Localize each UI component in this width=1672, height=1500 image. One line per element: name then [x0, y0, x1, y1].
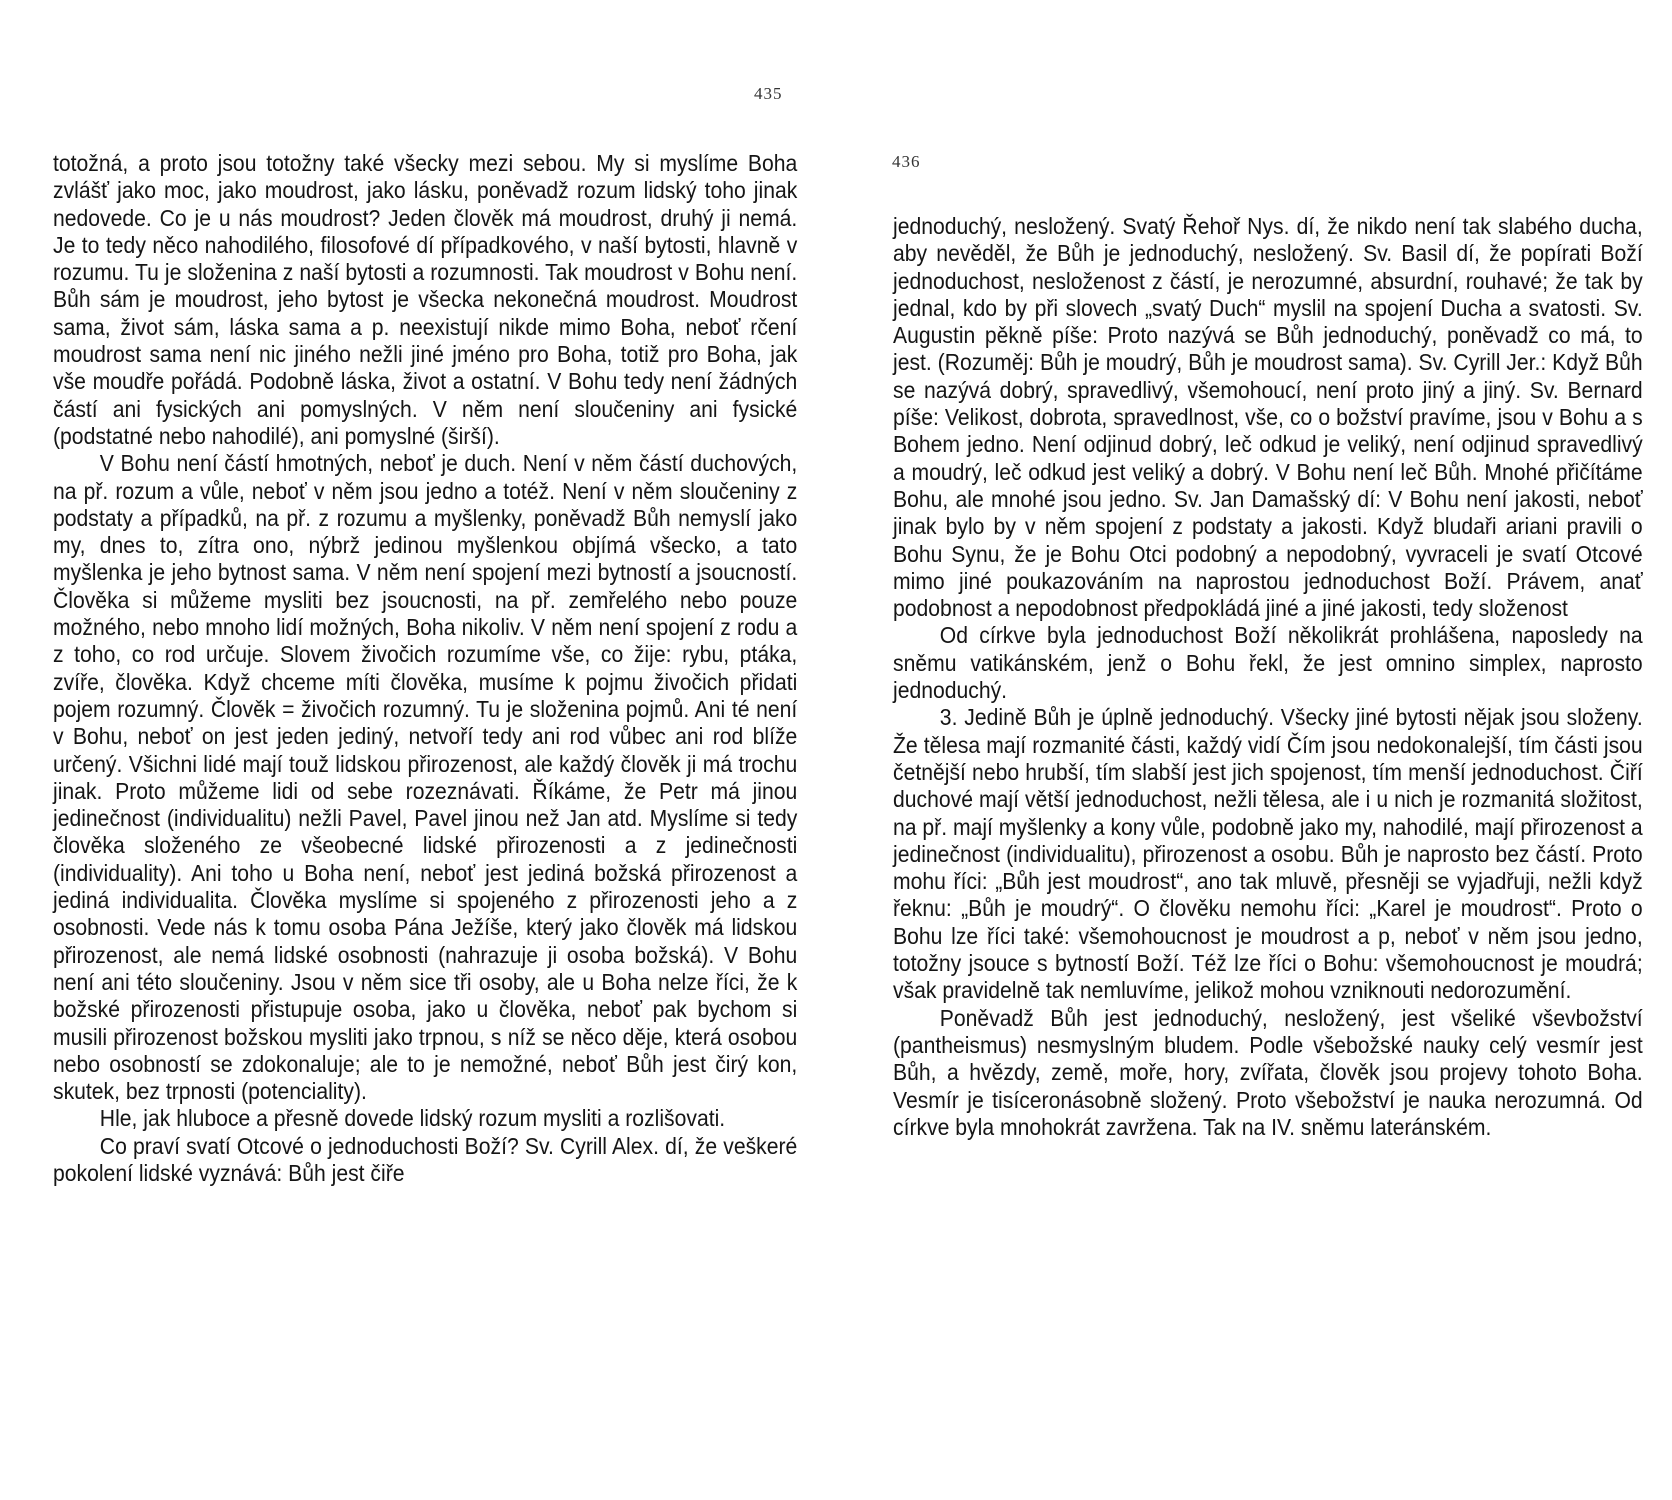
left-page-number: 435 [754, 84, 783, 103]
right-paragraph-2: Od církve byla jednoduchost Boží několikrát prohlášena, naposledy na sněmu vatikánském, jenž o Bohu řekl, že jest omnino simplex, naprosto jednoduchý. [893, 622, 1643, 704]
left-paragraph-4: Co praví svatí Otcové o jednoduchosti Boží? Sv. Cyrill Alex. dí, že veškeré pokolení lidské vyznává: Bůh jest čiře [53, 1132, 798, 1186]
left-page-text-column [53, 150, 797, 1187]
left-paragraph-3: Hle, jak hluboce a přesně dovede lidský rozum mysliti a rozlišovati. [99, 1105, 726, 1132]
right-paragraph-1: jednoduchý, nesložený. Svatý Řehoř Nys. dí, že nikdo není tak slabého ducha, aby nevěděl, že Bůh je jednoduchý, nesložený. Sv. Basil dí, že popírati Boží jednoduchost, nesloženost z částí, je nerozumné, absurdní, rouhavé; že tak by jednal, kdo by při slovech „svatý Duch“ myslil na spojení Ducha a svatosti. Sv. Augustin pěkně píše: Proto nazývá se Bůh jednoduchý, poněvadž co má, to jest. (Rozuměj: Bůh je moudrý, Bůh je moudrost sama). Sv. Cyrill Jer.: Když Bůh se nazývá dobrý, spravedlivý, všemohoucí, není proto jiný a jiný. Sv. Bernard píše: Velikost, dobrota, spravedlnost, vše, co o božství pravíme, jsou v Bohu a s Bohem jedno. Není odjinud dobrý, leč odkud je veliký, není odjinud spravedlivý a moudrý, leč odkud jest veliký a dobrý. V Bohu není leč Bůh. Mnohé přičítáme Bohu, ale mnohé jsou jedno. Sv. Jan Damašský dí: V Bohu není jakosti, neboť jinak bylo by v něm spojení z podstaty a jakosti. Když bludaři ariani pravili o Bohu Synu, že je Bohu Otci podobný a nepodobný, vyvraceli je svatí Otcové mimo jiné poukazováním na naprostou jednoduchost Boží. Právem, anať podobnost a nepodobnost předpokládá jiné a jiné jakosti, tedy složenost [893, 213, 1643, 622]
right-page-text-column [893, 213, 1643, 1141]
right-paragraph-4: Poněvadž Bůh jest jednoduchý, nesložený, jest všeliké vševbožství (pantheismus) nesmyslným bludem. Podle všebožské nauky celý vesmír jest Bůh, a hvězdy, země, moře, hory, zvířata, člověk jsou projevy tohoto Boha. Vesmír je tisíceronásobně složený. Proto všebožství je nauka nerozumná. Od církve byla mnohokrát zavržena. Tak na IV. sněmu lateránském. [893, 1004, 1643, 1140]
right-paragraph-3: 3. Jedině Bůh je úplně jednoduchý. Všecky jiné bytosti nějak jsou složeny. Že tělesa mají rozmanité části, každý vidí Čím jsou nedokonalejší, tím části jsou četnější nebo hrubší, tím slabší jest jich spojenost, tím menší jednoduchost. Čiří duchové mají větší jednoduchost, nežli tělesa, ale i u nich je rozmanitá složitost, na př. mají myšlenky a kony vůle, podobně jako my, nahodilé, mají přirozenost a jedinečnost (individualitu), přirozenost a osobu. Bůh je naprosto bez částí. Proto mohu říci: „Bůh jest moudrost“, ano tak mluvě, přesněji se vyjadřuji, nežli když řeknu: „Bůh je moudrý“. O člověku nemohu říci: „Karel je moudrost“. Proto o Bohu lze říci také: všemohoucnost je moudrost a p, neboť v něm jsou jedno, totožny jsouce s bytností Boží. Též lze říci o Bohu: všemohoucnost je moudrá; však pravidelně tak nemluvíme, jelikož mohou vzniknouti nedorozumění. [893, 704, 1643, 1004]
left-paragraph-1: totožná, a proto jsou totožny také všecky mezi sebou. My si myslíme Boha zvlášť jako moc, jako moudrost, jako lásku, poněvadž rozum lidský toho jinak nedovede. Co je u nás moudrost? Jeden člověk má moudrost, druhý ji nemá. Je to tedy něco nahodilého, filosofové dí případkového, v naší bytosti, hlavně v rozumu. Tu je složenina z naší bytosti a rozumnosti. Tak moudrost v Bohu není. Bůh sám je moudrost, jeho bytost je všecka nekonečná moudrost. Moudrost sama, život sám, láska sama a p. neexistují nikde mimo Boha, neboť rčení moudrost sama není nic jiného nežli jiné jméno pro Boha, totiž pro Boha, jak vše moudře pořádá. Podobně láska, život a ostatní. V Bohu tedy není žádných částí ani fysických ani pomyslných. V něm není sloučeniny ani fysické (podstatné nebo nahodilé), ani pomyslné (širší). [53, 150, 798, 449]
left-paragraph-2: V Bohu není částí hmotných, neboť je duch. Není v něm částí duchových, na př. rozum a vůle, neboť v něm jsou jedno a totéž. Není v něm sloučeniny z podstaty a případků, na př. z rozumu a myšlenky, poněvadž Bůh nemyslí jako my, dnes to, zítra ono, nýbrž jedinou myšlenkou objímá všecko, a tato myšlenka je jeho bytnost sama. V něm není spojení mezi bytností a jsoucností. Člověka si můžeme mysliti bez jsoucnosti, na př. zemřelého nebo pouze možného, nebo mnoho lidí možných, Boha nikoliv. V něm není spojení z rodu a z toho, co rod určuje. Slovem živočich rozumíme vše, co žije: rybu, ptáka, zvíře, člověka. Když chceme míti člověka, musíme k pojmu živočich přidati pojem rozumný. Člověk = živočich rozumný. Tu je složenina pojmů. Ani té není v Bohu, neboť on jest jeden jediný, netvoří tedy ani rod vůbec ani rod blíže určený. Všichni lidé mají touž lidskou přirozenost, ale každý člověk ji má trochu jinak. Proto můžeme lidi od sebe rozeznávati. Říkáme, že Petr má jinou jedinečnost (individualitu) nežli Pavel, Pavel jinou než Jan atd. Myslíme si tedy člověka složeného ze všeobecné lidské přirozenosti a z jedinečnosti (individuality). Ani toho u Boha není, neboť jest jediná božská přirozenost a jediná individualita. Člověka myslíme si spojeného z přirozenosti jeho a z osobnosti. Vede nás k tomu osoba Pána Ježíše, který jako člověk má lidskou přirozenost, ale nemá lidské osobnosti (nahrazuje ji osoba božská). V Bohu není ani této sloučeniny. Jsou v něm sice tři osoby, ale u Boha nelze říci, že k božské přirozenosti přistupuje osoba, jako u člověka, neboť pak bychom si musili přirozenost božskou mysliti jako trpnou, s níž se něco děje, která osobou nebo osobností se zdokonaluje; ale to je nemožné, neboť Bůh jest čirý kon, skutek, bez trpnosti (potenciality). [53, 450, 798, 1105]
right-page-number: 436 [892, 152, 921, 171]
